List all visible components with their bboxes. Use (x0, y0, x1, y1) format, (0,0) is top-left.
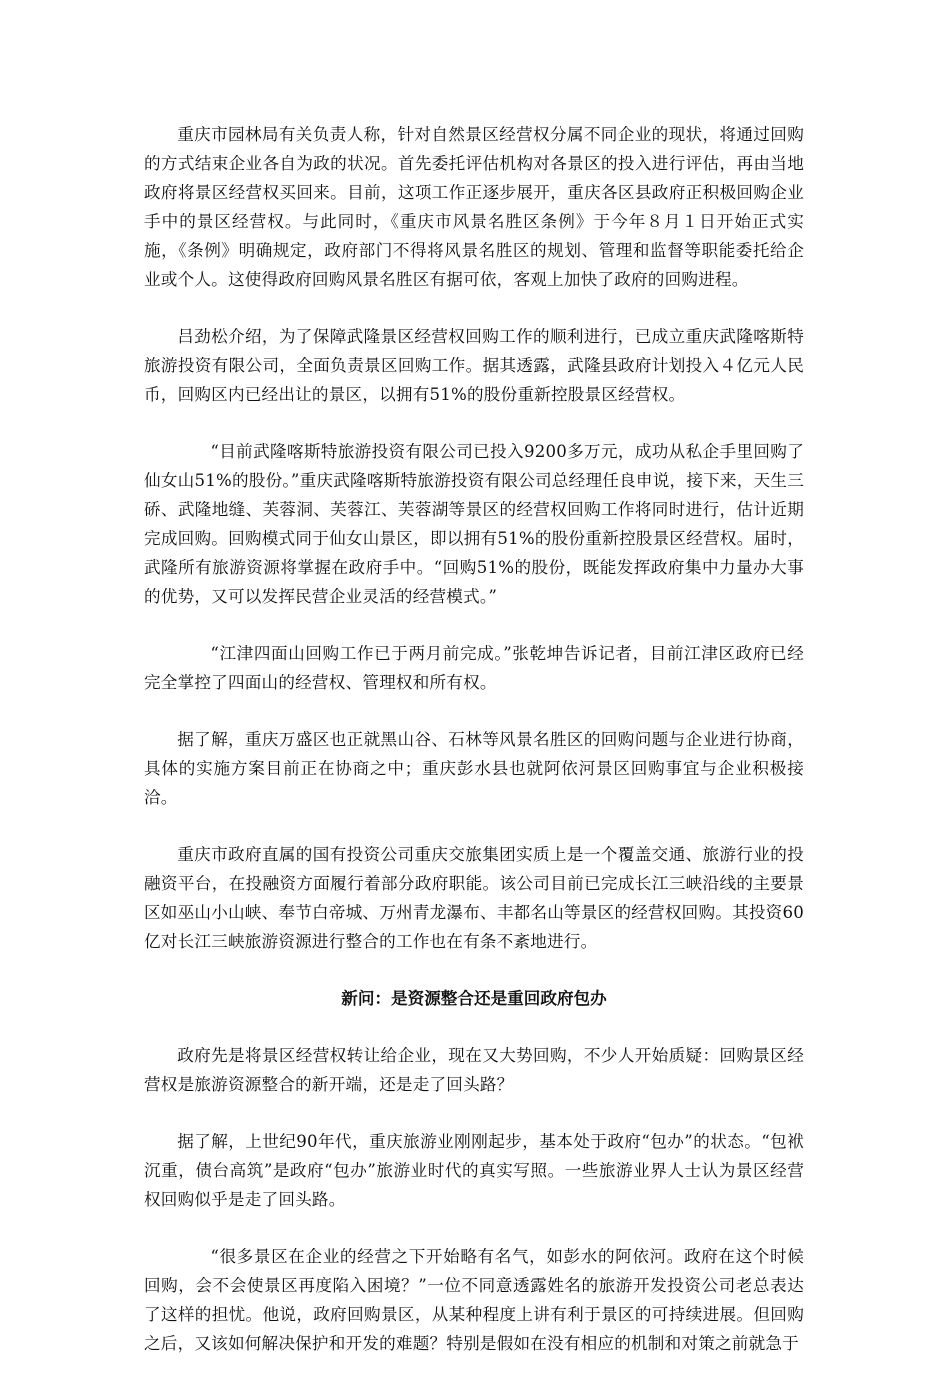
document-page (144, 120, 804, 1386)
paragraph-7: 政府先是将景区经营权转让给企业，现在又大势回购，不少人开始质疑：回购景区经营权是旅游资源整合的新开端，还是走了回头路？ (144, 1046, 804, 1094)
paragraph-5: 据了解，重庆万盛区也正就黑山谷、石林等风景名胜区的回购问题与企业进行协商，具体的实施方案目前正在协商之中；重庆彭水县也就阿依河景区回购事宜与企业积极接洽。 (144, 730, 804, 807)
paragraph-6: 重庆市政府直属的国有投资公司重庆交旅集团实质上是一个覆盖交通、旅游行业的投融资平台，在投融资方面履行着部分政府职能。该公司目前已完成长江三峡沿线的主要景区如巫山小山峡、奉节白帝城、万州青龙瀑布、丰都名山等景区的经营权回购。其投资60亿对长江三峡旅游资源进行整合的工作也在有条不紊地进行。 (144, 845, 804, 951)
paragraph-3: “目前武隆喀斯特旅游投资有限公司已投入9200多万元，成功从私企手里回购了仙女山51%的股份。”重庆武隆喀斯特旅游投资有限公司总经理任良申说，接下来，天生三硚、武隆地缝、芙蓉洞、芙蓉江、芙蓉湖等景区的经营权回购工作将同时进行，估计近期完成回购。回购模式同于仙女山景区，即以拥有51%的股份重新控股景区经营权。届时，武隆所有旅游资源将掌握在政府手中。“回购51%的股份，既能发挥政府集中力量办大事的优势，又可以发挥民营企业灵活的经营模式。” (144, 442, 804, 606)
paragraph-4: “江津四面山回购工作已于两月前完成。”张乾坤告诉记者，目前江津区政府已经完全掌控了四面山的经营权、管理权和所有权。 (144, 644, 804, 692)
section-heading: 新问：是资源整合还是重回政府包办 (341, 989, 607, 1008)
paragraph-8: 据了解，上世纪90年代，重庆旅游业刚刚起步，基本处于政府“包办”的状态。“包袱沉重，债台高筑”是政府“包办”旅游业时代的真实写照。一些旅游业界人士认为景区经营权回购似乎是走了回头路。 (144, 1132, 804, 1209)
paragraph-9: “很多景区在企业的经营之下开始略有名气，如彭水的阿依河。政府在这个时候回购，会不会使景区再度陷入困境？”一位不同意透露姓名的旅游开发投资公司老总表达了这样的担忧。他说，政府回购景区，从某种程度上讲有利于景区的可持续进展。但回购之后，又该如何解决保护和开发的难题？特别是假如在没有相应的机制和对策之前就急于 (144, 1247, 804, 1353)
paragraph-2: 吕劲松介绍，为了保障武隆景区经营权回购工作的顺利进行，已成立重庆武隆喀斯特旅游投资有限公司，全面负责景区回购工作。据其透露，武隆县政府计划投入４亿元人民币，回购区内已经出让的景区，以拥有51%的股份重新控股景区经营权。 (144, 327, 804, 404)
paragraph-1: 重庆市园林局有关负责人称，针对自然景区经营权分属不同企业的现状，将通过回购的方式结束企业各自为政的状况。首先委托评估机构对各景区的投入进行评估，再由当地政府将景区经营权买回来。目前，这项工作正逐步展开，重庆各区县政府正积极回购企业手中的景区经营权。与此同时，《重庆市风景名胜区条例》于今年８月１日开始正式实施，《条例》明确规定，政府部门不得将风景名胜区的规划、管理和监督等职能委托给企业或个人。这使得政府回购风景名胜区有据可依，客观上加快了政府的回购进程。 (144, 125, 804, 289)
